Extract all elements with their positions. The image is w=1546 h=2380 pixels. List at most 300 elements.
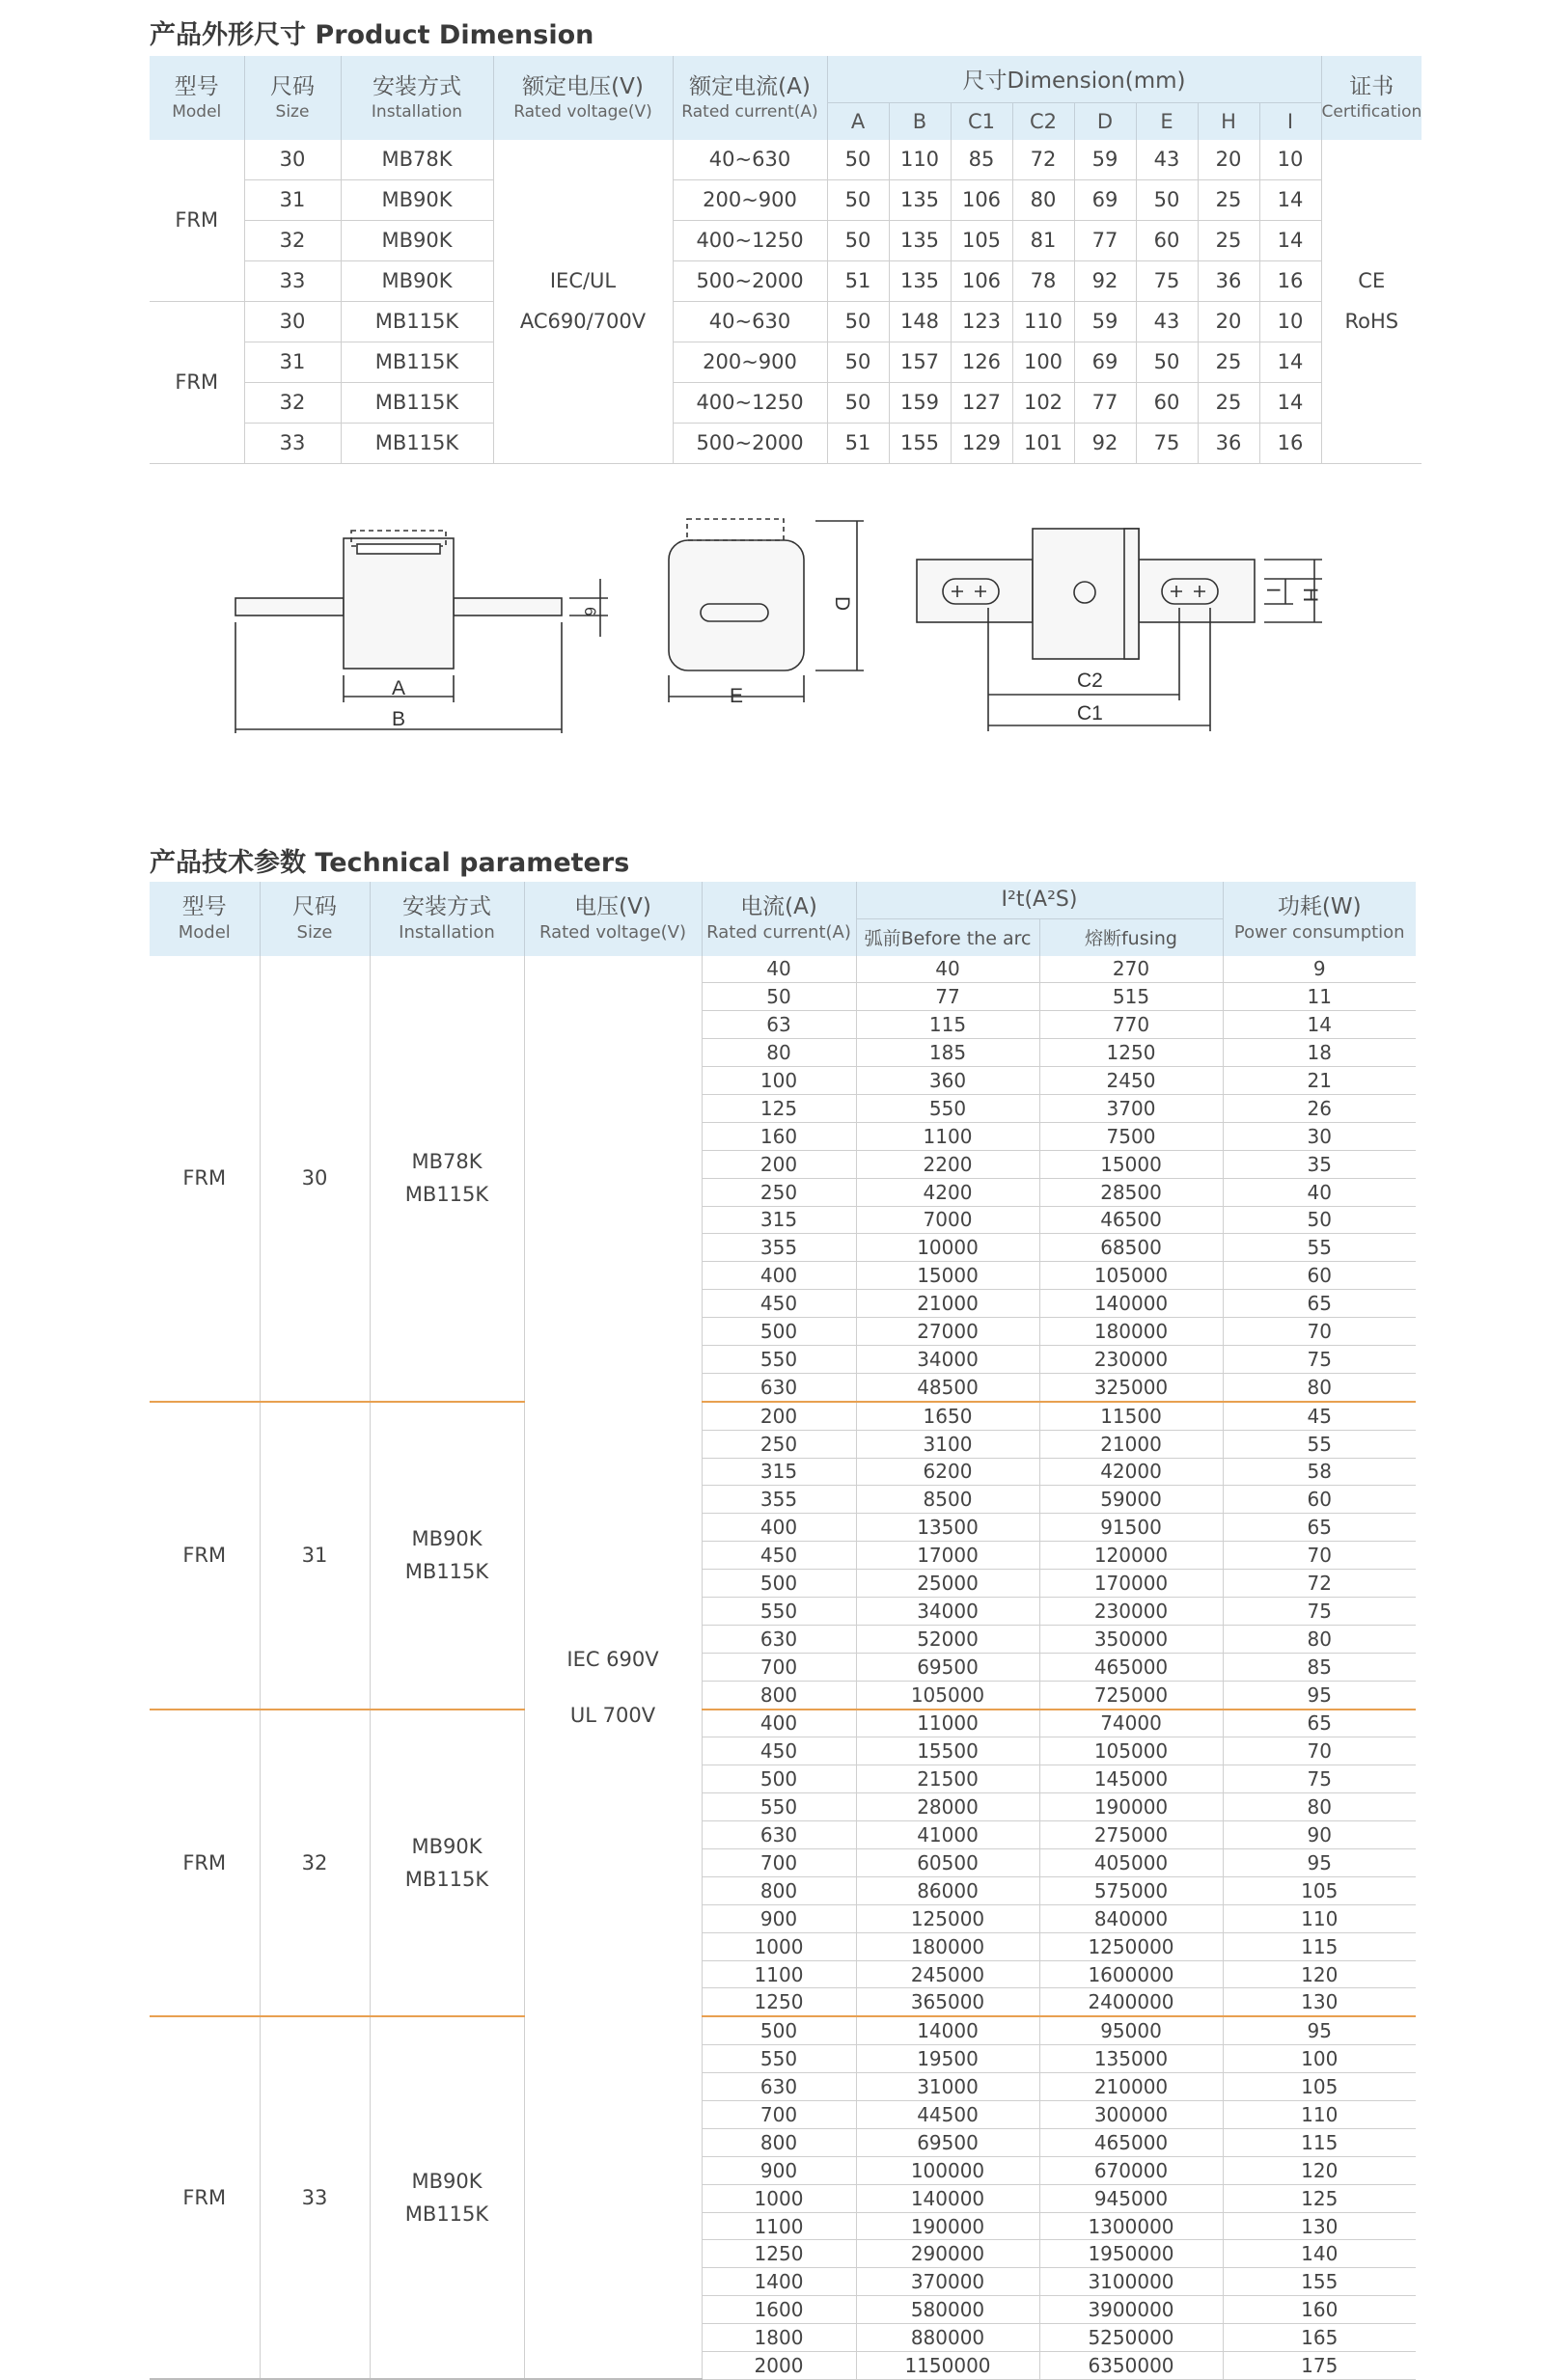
dimension-row xyxy=(150,301,1422,342)
tp-before-arc-cell: 1650 xyxy=(856,1402,1039,1430)
tp-before-arc-cell: 185 xyxy=(856,1039,1039,1067)
current-cell: 200~900 xyxy=(673,179,827,220)
tp-power-cell: 110 xyxy=(1223,1904,1416,1932)
tp-fusing-cell: 515 xyxy=(1039,983,1223,1011)
label-i: I xyxy=(1262,588,1283,593)
tp-header-model: 型号 Model xyxy=(150,882,260,956)
tp-power-cell: 155 xyxy=(1223,2268,1416,2296)
tp-before-arc-cell: 86000 xyxy=(856,1876,1039,1904)
tp-power-cell: 55 xyxy=(1223,1430,1416,1458)
tp-before-arc-cell: 115 xyxy=(856,1011,1039,1039)
dim-value-cell: 159 xyxy=(889,382,951,423)
tp-fusing-cell: 325000 xyxy=(1039,1373,1223,1401)
tp-current-cell: 400 xyxy=(702,1710,856,1737)
tp-power-cell: 110 xyxy=(1223,2101,1416,2129)
tp-fusing-cell: 3100000 xyxy=(1039,2268,1223,2296)
tp-current-cell: 700 xyxy=(702,2101,856,2129)
header-current: 额定电流(A) Rated current(A) xyxy=(673,56,827,140)
header-size: 尺码 Size xyxy=(244,56,341,140)
tp-fusing-cell: 190000 xyxy=(1039,1793,1223,1821)
tp-before-arc-cell: 7000 xyxy=(856,1206,1039,1234)
label-e: E xyxy=(730,685,744,707)
tp-power-cell: 11 xyxy=(1223,983,1416,1011)
tp-current-cell: 800 xyxy=(702,2128,856,2156)
label-six: 6 xyxy=(581,607,599,616)
tp-current-cell: 800 xyxy=(702,1681,856,1709)
dim-value-cell: 148 xyxy=(889,301,951,342)
dim-value-cell: 72 xyxy=(1012,140,1074,180)
size-cell: 30 xyxy=(244,140,341,180)
tp-fusing-cell: 95000 xyxy=(1039,2016,1223,2044)
tp-before-arc-cell: 6200 xyxy=(856,1458,1039,1486)
tp-before-arc-cell: 365000 xyxy=(856,1988,1039,2016)
dim-value-cell: 101 xyxy=(1012,423,1074,463)
tp-before-arc-cell: 27000 xyxy=(856,1318,1039,1346)
tp-power-cell: 80 xyxy=(1223,1793,1416,1821)
tp-fusing-cell: 725000 xyxy=(1039,1681,1223,1709)
tp-fusing-cell: 6350000 xyxy=(1039,2352,1223,2380)
tp-fusing-cell: 180000 xyxy=(1039,1318,1223,1346)
dimension-row xyxy=(150,342,1422,382)
tp-before-arc-cell: 15500 xyxy=(856,1737,1039,1765)
tp-before-arc-cell: 13500 xyxy=(856,1514,1039,1542)
size-cell: 31 xyxy=(244,342,341,382)
tp-install-cell: MB90K MB115K xyxy=(370,2016,524,2379)
tp-header-before-arc: 弧前Before the arc xyxy=(856,918,1039,956)
tp-current-cell: 1000 xyxy=(702,2184,856,2212)
tp-fusing-cell: 7500 xyxy=(1039,1122,1223,1150)
tp-current-cell: 315 xyxy=(702,1458,856,1486)
dim-value-cell: 25 xyxy=(1198,342,1259,382)
tp-before-arc-cell: 3100 xyxy=(856,1430,1039,1458)
tp-size-cell: 30 xyxy=(260,956,370,1402)
tp-current-cell: 630 xyxy=(702,1373,856,1401)
dim-value-cell: 110 xyxy=(1012,301,1074,342)
size-cell: 30 xyxy=(244,301,341,342)
tech-row xyxy=(150,1402,1416,1430)
dim-value-cell: 14 xyxy=(1259,342,1321,382)
tp-fusing-cell: 670000 xyxy=(1039,2156,1223,2184)
tp-current-cell: 900 xyxy=(702,1904,856,1932)
tp-current-cell: 900 xyxy=(702,2156,856,2184)
tp-power-cell: 30 xyxy=(1223,1122,1416,1150)
tp-fusing-cell: 135000 xyxy=(1039,2045,1223,2073)
tp-fusing-cell: 230000 xyxy=(1039,1597,1223,1625)
dim-value-cell: 100 xyxy=(1012,342,1074,382)
tp-current-cell: 355 xyxy=(702,1234,856,1262)
tp-fusing-cell: 140000 xyxy=(1039,1290,1223,1318)
tp-model-cell: FRM xyxy=(150,1402,260,1710)
tp-power-cell: 65 xyxy=(1223,1514,1416,1542)
tp-before-arc-cell: 245000 xyxy=(856,1960,1039,1988)
tp-before-arc-cell: 69500 xyxy=(856,2128,1039,2156)
top-view-drawing xyxy=(917,529,1322,731)
tp-voltage-cell: IEC 690V UL 700V xyxy=(524,956,702,2380)
dim-value-cell: 59 xyxy=(1074,140,1136,180)
dim-value-cell: 77 xyxy=(1074,220,1136,260)
tp-power-cell: 21 xyxy=(1223,1067,1416,1095)
label-b: B xyxy=(392,708,406,730)
tp-current-cell: 1100 xyxy=(702,1960,856,1988)
tech-params-table xyxy=(150,882,1416,2380)
tp-power-cell: 175 xyxy=(1223,2352,1416,2380)
tp-power-cell: 130 xyxy=(1223,2212,1416,2240)
label-c2: C2 xyxy=(1077,670,1103,692)
tp-current-cell: 1250 xyxy=(702,1988,856,2016)
tp-install-cell: MB78K MB115K xyxy=(370,956,524,1402)
tp-fusing-cell: 1600000 xyxy=(1039,1960,1223,1988)
dim-value-cell: 77 xyxy=(1074,382,1136,423)
dim-value-cell: 20 xyxy=(1198,301,1259,342)
tp-fusing-cell: 465000 xyxy=(1039,1653,1223,1681)
tp-before-arc-cell: 40 xyxy=(856,956,1039,983)
tp-before-arc-cell: 550 xyxy=(856,1094,1039,1122)
tp-before-arc-cell: 1100 xyxy=(856,1122,1039,1150)
dim-value-cell: 50 xyxy=(827,342,889,382)
tp-fusing-cell: 5250000 xyxy=(1039,2324,1223,2352)
voltage-cell: IEC/UL AC690/700V xyxy=(493,140,673,464)
tp-current-cell: 1600 xyxy=(702,2296,856,2324)
label-d: D xyxy=(831,596,853,612)
tp-power-cell: 70 xyxy=(1223,1737,1416,1765)
tp-current-cell: 125 xyxy=(702,1094,856,1122)
dim-value-cell: 50 xyxy=(827,382,889,423)
tp-fusing-cell: 2450 xyxy=(1039,1067,1223,1095)
tech-row xyxy=(150,2016,1416,2044)
tp-model-cell: FRM xyxy=(150,956,260,1402)
tp-power-cell: 95 xyxy=(1223,1849,1416,1877)
header-dimension: 尺寸Dimension(mm) xyxy=(827,56,1321,102)
tp-power-cell: 100 xyxy=(1223,2045,1416,2073)
tp-current-cell: 1250 xyxy=(702,2240,856,2268)
tp-before-arc-cell: 100000 xyxy=(856,2156,1039,2184)
tp-before-arc-cell: 15000 xyxy=(856,1262,1039,1290)
tp-power-cell: 75 xyxy=(1223,1765,1416,1793)
dim-value-cell: 135 xyxy=(889,179,951,220)
tp-fusing-cell: 945000 xyxy=(1039,2184,1223,2212)
tp-install-cell: MB90K MB115K xyxy=(370,1710,524,2017)
tp-power-cell: 125 xyxy=(1223,2184,1416,2212)
dim-value-cell: 92 xyxy=(1074,260,1136,301)
tp-fusing-cell: 1950000 xyxy=(1039,2240,1223,2268)
tp-before-arc-cell: 44500 xyxy=(856,2101,1039,2129)
tp-before-arc-cell: 125000 xyxy=(856,1904,1039,1932)
side-view-drawing xyxy=(235,531,608,733)
tp-before-arc-cell: 105000 xyxy=(856,1681,1039,1709)
tp-before-arc-cell: 34000 xyxy=(856,1597,1039,1625)
install-cell: MB90K xyxy=(341,260,493,301)
current-cell: 400~1250 xyxy=(673,220,827,260)
install-cell: MB115K xyxy=(341,342,493,382)
tp-current-cell: 315 xyxy=(702,1206,856,1234)
tech-row xyxy=(150,956,1416,983)
tp-power-cell: 60 xyxy=(1223,1486,1416,1514)
tp-current-cell: 400 xyxy=(702,1514,856,1542)
tp-header-installation: 安装方式 Installation xyxy=(370,882,524,956)
tp-current-cell: 550 xyxy=(702,1597,856,1625)
tp-power-cell: 75 xyxy=(1223,1597,1416,1625)
dimension-row xyxy=(150,179,1422,220)
dim-value-cell: 102 xyxy=(1012,382,1074,423)
dim-col-header: E xyxy=(1136,102,1198,140)
tech-section-title: 产品技术参数 Technical parameters xyxy=(150,848,630,878)
tp-current-cell: 630 xyxy=(702,2073,856,2101)
dim-value-cell: 157 xyxy=(889,342,951,382)
tp-size-cell: 33 xyxy=(260,2016,370,2379)
size-cell: 33 xyxy=(244,260,341,301)
tp-current-cell: 450 xyxy=(702,1737,856,1765)
dim-value-cell: 50 xyxy=(827,301,889,342)
tp-power-cell: 95 xyxy=(1223,1681,1416,1709)
tp-before-arc-cell: 19500 xyxy=(856,2045,1039,2073)
dim-value-cell: 106 xyxy=(951,260,1012,301)
install-cell: MB90K xyxy=(341,220,493,260)
dim-col-header: C1 xyxy=(951,102,1012,140)
dim-value-cell: 123 xyxy=(951,301,1012,342)
tp-current-cell: 800 xyxy=(702,1876,856,1904)
dim-value-cell: 16 xyxy=(1259,260,1321,301)
header-model: 型号 Model xyxy=(150,56,244,140)
tp-before-arc-cell: 52000 xyxy=(856,1625,1039,1653)
header-installation: 安装方式 Installation xyxy=(341,56,493,140)
tp-fusing-cell: 74000 xyxy=(1039,1710,1223,1737)
dim-value-cell: 75 xyxy=(1136,423,1198,463)
tp-model-cell: FRM xyxy=(150,1710,260,2017)
tp-fusing-cell: 21000 xyxy=(1039,1430,1223,1458)
tp-fusing-cell: 3700 xyxy=(1039,1094,1223,1122)
tp-before-arc-cell: 21000 xyxy=(856,1290,1039,1318)
current-cell: 500~2000 xyxy=(673,423,827,463)
tp-before-arc-cell: 190000 xyxy=(856,2212,1039,2240)
dim-value-cell: 81 xyxy=(1012,220,1074,260)
dim-value-cell: 14 xyxy=(1259,220,1321,260)
tp-power-cell: 85 xyxy=(1223,1653,1416,1681)
tp-power-cell: 65 xyxy=(1223,1290,1416,1318)
tp-current-cell: 500 xyxy=(702,1570,856,1598)
tp-power-cell: 115 xyxy=(1223,1932,1416,1960)
dim-value-cell: 60 xyxy=(1136,382,1198,423)
dim-value-cell: 43 xyxy=(1136,301,1198,342)
dim-value-cell: 126 xyxy=(951,342,1012,382)
tp-size-cell: 32 xyxy=(260,1710,370,2017)
tp-header-fusing: 熔断fusing xyxy=(1039,918,1223,956)
tp-fusing-cell: 105000 xyxy=(1039,1262,1223,1290)
tp-power-cell: 70 xyxy=(1223,1318,1416,1346)
size-cell: 33 xyxy=(244,423,341,463)
tp-header-voltage: 电压(V) Rated voltage(V) xyxy=(524,882,702,956)
dim-value-cell: 127 xyxy=(951,382,1012,423)
tp-current-cell: 40 xyxy=(702,956,856,983)
tp-power-cell: 35 xyxy=(1223,1150,1416,1178)
tp-before-arc-cell: 880000 xyxy=(856,2324,1039,2352)
tp-size-cell: 31 xyxy=(260,1402,370,1710)
tp-power-cell: 120 xyxy=(1223,2156,1416,2184)
tp-power-cell: 18 xyxy=(1223,1039,1416,1067)
dim-value-cell: 43 xyxy=(1136,140,1198,180)
tp-power-cell: 65 xyxy=(1223,1710,1416,1737)
tp-power-cell: 26 xyxy=(1223,1094,1416,1122)
install-cell: MB90K xyxy=(341,179,493,220)
size-cell: 32 xyxy=(244,220,341,260)
tp-current-cell: 250 xyxy=(702,1430,856,1458)
dim-value-cell: 14 xyxy=(1259,179,1321,220)
tp-power-cell: 105 xyxy=(1223,2073,1416,2101)
dim-value-cell: 92 xyxy=(1074,423,1136,463)
tp-fusing-cell: 275000 xyxy=(1039,1821,1223,1849)
tp-before-arc-cell: 2200 xyxy=(856,1150,1039,1178)
tp-before-arc-cell: 17000 xyxy=(856,1542,1039,1570)
tp-before-arc-cell: 180000 xyxy=(856,1932,1039,1960)
tp-power-cell: 60 xyxy=(1223,1262,1416,1290)
tp-power-cell: 9 xyxy=(1223,956,1416,983)
tp-power-cell: 130 xyxy=(1223,1988,1416,2016)
tp-current-cell: 500 xyxy=(702,1765,856,1793)
dim-value-cell: 60 xyxy=(1136,220,1198,260)
dim-value-cell: 105 xyxy=(951,220,1012,260)
tp-fusing-cell: 28500 xyxy=(1039,1178,1223,1206)
tp-fusing-cell: 270 xyxy=(1039,956,1223,983)
tp-power-cell: 75 xyxy=(1223,1345,1416,1373)
tp-power-cell: 95 xyxy=(1223,2016,1416,2044)
tp-fusing-cell: 2400000 xyxy=(1039,1988,1223,2016)
tp-before-arc-cell: 4200 xyxy=(856,1178,1039,1206)
tp-fusing-cell: 120000 xyxy=(1039,1542,1223,1570)
tp-power-cell: 80 xyxy=(1223,1373,1416,1401)
tp-power-cell: 55 xyxy=(1223,1234,1416,1262)
tp-before-arc-cell: 77 xyxy=(856,983,1039,1011)
dimension-row xyxy=(150,260,1422,301)
dimension-row xyxy=(150,382,1422,423)
label-h: H xyxy=(1299,588,1321,603)
tp-power-cell: 50 xyxy=(1223,1206,1416,1234)
tp-current-cell: 1400 xyxy=(702,2268,856,2296)
tp-model-cell: FRM xyxy=(150,2016,260,2379)
tp-current-cell: 1000 xyxy=(702,1932,856,1960)
tp-power-cell: 40 xyxy=(1223,1178,1416,1206)
tp-fusing-cell: 770 xyxy=(1039,1011,1223,1039)
tp-current-cell: 630 xyxy=(702,1821,856,1849)
tp-power-cell: 115 xyxy=(1223,2128,1416,2156)
tp-power-cell: 80 xyxy=(1223,1625,1416,1653)
tp-before-arc-cell: 10000 xyxy=(856,1234,1039,1262)
dim-col-header: B xyxy=(889,102,951,140)
tp-before-arc-cell: 580000 xyxy=(856,2296,1039,2324)
dim-value-cell: 20 xyxy=(1198,140,1259,180)
dim-value-cell: 155 xyxy=(889,423,951,463)
dim-value-cell: 110 xyxy=(889,140,951,180)
tp-current-cell: 160 xyxy=(702,1122,856,1150)
tp-power-cell: 45 xyxy=(1223,1402,1416,1430)
tp-header-current: 电流(A) Rated current(A) xyxy=(702,882,856,956)
tp-header-power: 功耗(W) Power consumption xyxy=(1223,882,1416,956)
tp-current-cell: 550 xyxy=(702,1793,856,1821)
tp-current-cell: 450 xyxy=(702,1542,856,1570)
dimension-table xyxy=(150,56,1422,464)
dimension-row xyxy=(150,140,1422,180)
tp-before-arc-cell: 290000 xyxy=(856,2240,1039,2268)
tp-before-arc-cell: 25000 xyxy=(856,1570,1039,1598)
tp-power-cell: 165 xyxy=(1223,2324,1416,2352)
tp-current-cell: 250 xyxy=(702,1178,856,1206)
tp-current-cell: 200 xyxy=(702,1150,856,1178)
dim-col-header: H xyxy=(1198,102,1259,140)
tp-current-cell: 1100 xyxy=(702,2212,856,2240)
dim-value-cell: 50 xyxy=(1136,179,1198,220)
tp-fusing-cell: 1250 xyxy=(1039,1039,1223,1067)
dim-value-cell: 25 xyxy=(1198,179,1259,220)
tp-fusing-cell: 840000 xyxy=(1039,1904,1223,1932)
dim-value-cell: 16 xyxy=(1259,423,1321,463)
tp-fusing-cell: 575000 xyxy=(1039,1876,1223,1904)
tp-install-cell: MB90K MB115K xyxy=(370,1402,524,1710)
dim-value-cell: 51 xyxy=(827,260,889,301)
tp-fusing-cell: 68500 xyxy=(1039,1234,1223,1262)
dim-value-cell: 135 xyxy=(889,220,951,260)
label-a: A xyxy=(392,677,406,699)
tp-fusing-cell: 42000 xyxy=(1039,1458,1223,1486)
current-cell: 200~900 xyxy=(673,342,827,382)
dim-value-cell: 50 xyxy=(827,140,889,180)
tp-before-arc-cell: 11000 xyxy=(856,1710,1039,1737)
tp-power-cell: 120 xyxy=(1223,1960,1416,1988)
dim-value-cell: 80 xyxy=(1012,179,1074,220)
dim-value-cell: 10 xyxy=(1259,301,1321,342)
label-c1: C1 xyxy=(1077,702,1103,725)
tp-fusing-cell: 170000 xyxy=(1039,1570,1223,1598)
install-cell: MB115K xyxy=(341,301,493,342)
tp-before-arc-cell: 60500 xyxy=(856,1849,1039,1877)
tp-fusing-cell: 145000 xyxy=(1039,1765,1223,1793)
tp-before-arc-cell: 360 xyxy=(856,1067,1039,1095)
tp-before-arc-cell: 1150000 xyxy=(856,2352,1039,2380)
dim-value-cell: 25 xyxy=(1198,382,1259,423)
current-cell: 40~630 xyxy=(673,140,827,180)
size-cell: 32 xyxy=(244,382,341,423)
tp-current-cell: 355 xyxy=(702,1486,856,1514)
dim-value-cell: 69 xyxy=(1074,179,1136,220)
tp-fusing-cell: 91500 xyxy=(1039,1514,1223,1542)
tp-fusing-cell: 300000 xyxy=(1039,2101,1223,2129)
header-certification: 证书 Certification xyxy=(1321,56,1422,140)
install-cell: MB115K xyxy=(341,382,493,423)
size-cell: 31 xyxy=(244,179,341,220)
tp-current-cell: 450 xyxy=(702,1290,856,1318)
dimension-section-title: 产品外形尺寸 Product Dimension xyxy=(150,20,594,50)
dim-value-cell: 10 xyxy=(1259,140,1321,180)
tp-before-arc-cell: 48500 xyxy=(856,1373,1039,1401)
dimension-row xyxy=(150,423,1422,463)
tp-power-cell: 58 xyxy=(1223,1458,1416,1486)
tp-power-cell: 140 xyxy=(1223,2240,1416,2268)
tp-fusing-cell: 1300000 xyxy=(1039,2212,1223,2240)
tp-current-cell: 500 xyxy=(702,1318,856,1346)
tp-before-arc-cell: 69500 xyxy=(856,1653,1039,1681)
install-cell: MB115K xyxy=(341,423,493,463)
dim-value-cell: 78 xyxy=(1012,260,1074,301)
dim-value-cell: 59 xyxy=(1074,301,1136,342)
dim-value-cell: 36 xyxy=(1198,423,1259,463)
dim-value-cell: 106 xyxy=(951,179,1012,220)
dim-value-cell: 69 xyxy=(1074,342,1136,382)
tp-fusing-cell: 46500 xyxy=(1039,1206,1223,1234)
tp-fusing-cell: 1250000 xyxy=(1039,1932,1223,1960)
tp-current-cell: 200 xyxy=(702,1402,856,1430)
tp-before-arc-cell: 370000 xyxy=(856,2268,1039,2296)
model-cell: FRM xyxy=(150,140,244,302)
tp-fusing-cell: 11500 xyxy=(1039,1402,1223,1430)
tp-fusing-cell: 465000 xyxy=(1039,2128,1223,2156)
tp-power-cell: 90 xyxy=(1223,1821,1416,1849)
